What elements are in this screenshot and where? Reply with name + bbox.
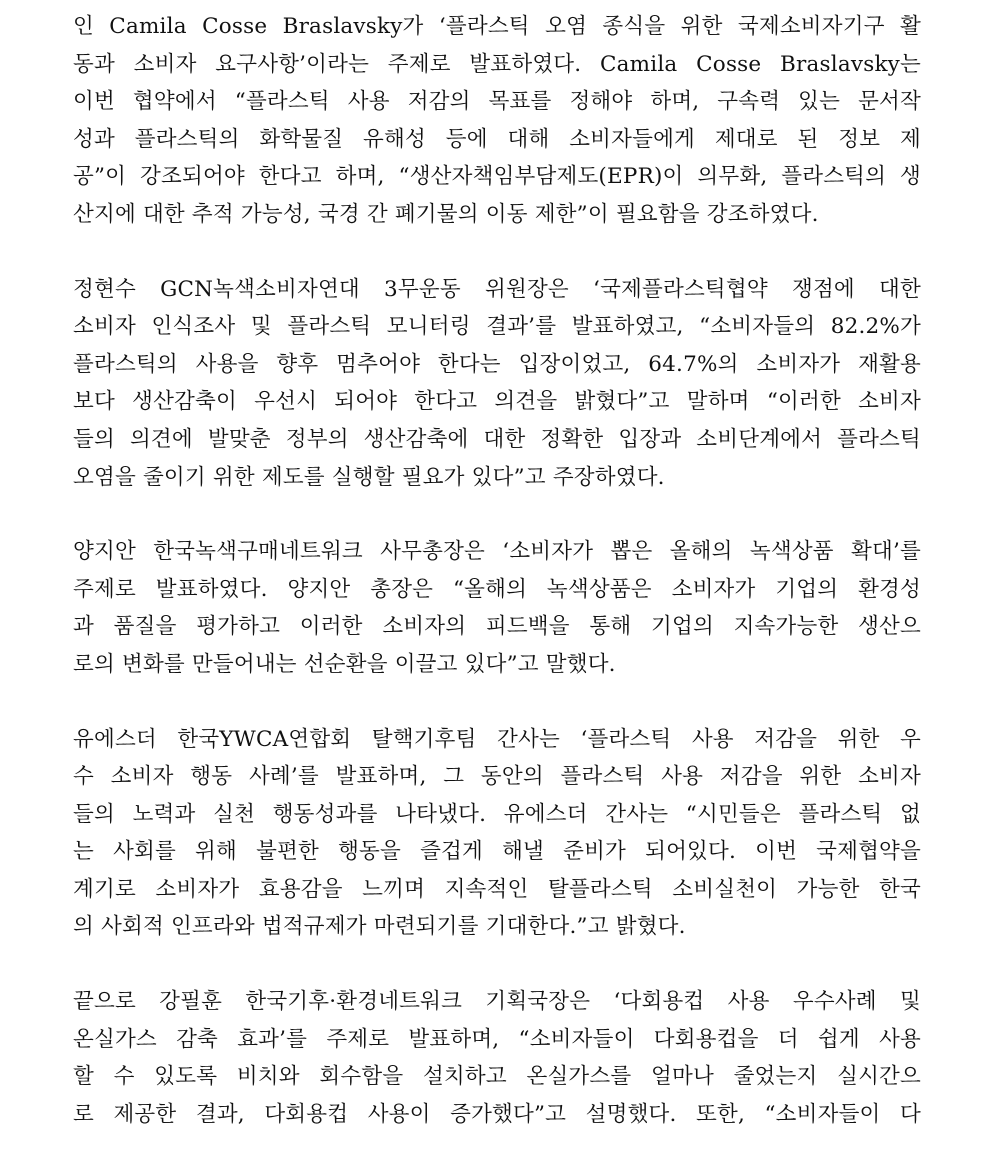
text-line: 양지안 한국녹색구매네트워크 사무총장은 ‘소비자가 뽑은 올해의 녹색상품 확대’를	[73, 539, 921, 565]
text-line: 과 품질을 평가하고 이러한 소비자의 피드백을 통해 기업의 지속가능한 생산으	[73, 614, 921, 640]
text-line: 유에스더 한국YWCA연합회 탈핵기후팀 간사는 ‘플라스틱 사용 저감을 위한 우	[73, 726, 921, 752]
text-line: 성과 플라스틱의 화학물질 유해성 등에 대해 소비자들에게 제대로 된 정보 제	[73, 126, 921, 152]
paragraph-green-products	[73, 533, 921, 683]
text-line: 는 사회를 위해 불편한 행동을 즐겁게 해낼 준비가 되어있다. 이번 국제협약을	[73, 839, 921, 865]
paragraph-reusable-cups	[73, 983, 921, 1133]
paragraph-consumer-survey	[73, 271, 921, 497]
text-line: 산지에 대한 추적 가능성, 국경 간 폐기물의 이동 제한”이 필요함을 강조하였다.	[73, 201, 819, 227]
text-line: 주제로 발표하였다. 양지안 총장은 “올해의 녹색상품은 소비자가 기업의 환경성	[73, 576, 921, 602]
text-line: 공”이 강조되어야 한다고 하며, “생산자책임부담제도(EPR)이 의무화, 플라스틱의 생	[73, 164, 921, 190]
text-line: 들의 의견에 발맞춘 정부의 생산감축에 대한 정확한 입장과 소비단계에서 플라스틱	[73, 426, 921, 452]
text-line: 수 소비자 행동 사례’를 발표하며, 그 동안의 플라스틱 사용 저감을 위한 소비자	[73, 764, 921, 790]
text-line: 계기로 소비자가 효용감을 느끼며 지속적인 탈플라스틱 소비실천이 가능한 한국	[73, 876, 921, 902]
text-line: 의 사회적 인프라와 법적규제가 마련되기를 기대한다.”고 밝혔다.	[73, 914, 686, 940]
paragraph-ywca-actions	[73, 721, 921, 947]
text-line: 끝으로 강필훈 한국기후·환경네트워크 기획국장은 ‘다회용컵 사용 우수사례 및	[73, 989, 921, 1015]
text-line: 할 수 있도록 비치와 회수함을 설치하고 온실가스를 얼마나 줄었는지 실시간으	[73, 1064, 921, 1090]
text-line: 이번 협약에서 “플라스틱 사용 저감의 목표를 정해야 하며, 구속력 있는 문서작	[73, 89, 921, 115]
text-line: 들의 노력과 실천 행동성과를 나타냈다. 유에스더 간사는 “시민들은 플라스틱 없	[73, 801, 921, 827]
text-line: 정현수 GCN녹색소비자연대 3무운동 위원장은 ‘국제플라스틱협약 쟁점에 대한	[73, 276, 921, 302]
text-line: 보다 생산감축이 우선시 되어야 한다고 의견을 밝혔다”고 말하며 “이러한 소비자	[73, 389, 921, 415]
text-line: 로의 변화를 만들어내는 선순환을 이끌고 있다”고 말했다.	[73, 651, 616, 677]
text-line: 동과 소비자 요구사항’이라는 주제로 발표하였다. Camila Cosse Braslavsky는	[73, 51, 921, 77]
text-line: 오염을 줄이기 위한 제도를 실행할 필요가 있다”고 주장하였다.	[73, 464, 665, 490]
paragraph-epr-emphasis	[73, 8, 921, 234]
text-line: 플라스틱의 사용을 향후 멈추어야 한다는 입장이었고, 64.7%의 소비자가 재활용	[73, 351, 921, 377]
text-line: 온실가스 감축 효과’를 주제로 발표하며, “소비자들이 다회용컵을 더 쉽게 사용	[73, 1026, 921, 1052]
text-line: 소비자 인식조사 및 플라스틱 모니터링 결과’를 발표하였고, “소비자들의 82.2%가	[73, 314, 921, 340]
text-line: 로 제공한 결과, 다회용컵 사용이 증가했다”고 설명했다. 또한, “소비자들이 다	[73, 1101, 921, 1127]
document-body	[73, 8, 921, 1170]
text-line: 인 Camila Cosse Braslavsky가 ‘플라스틱 오염 종식을 위한 국제소비자기구 활	[73, 14, 921, 39]
